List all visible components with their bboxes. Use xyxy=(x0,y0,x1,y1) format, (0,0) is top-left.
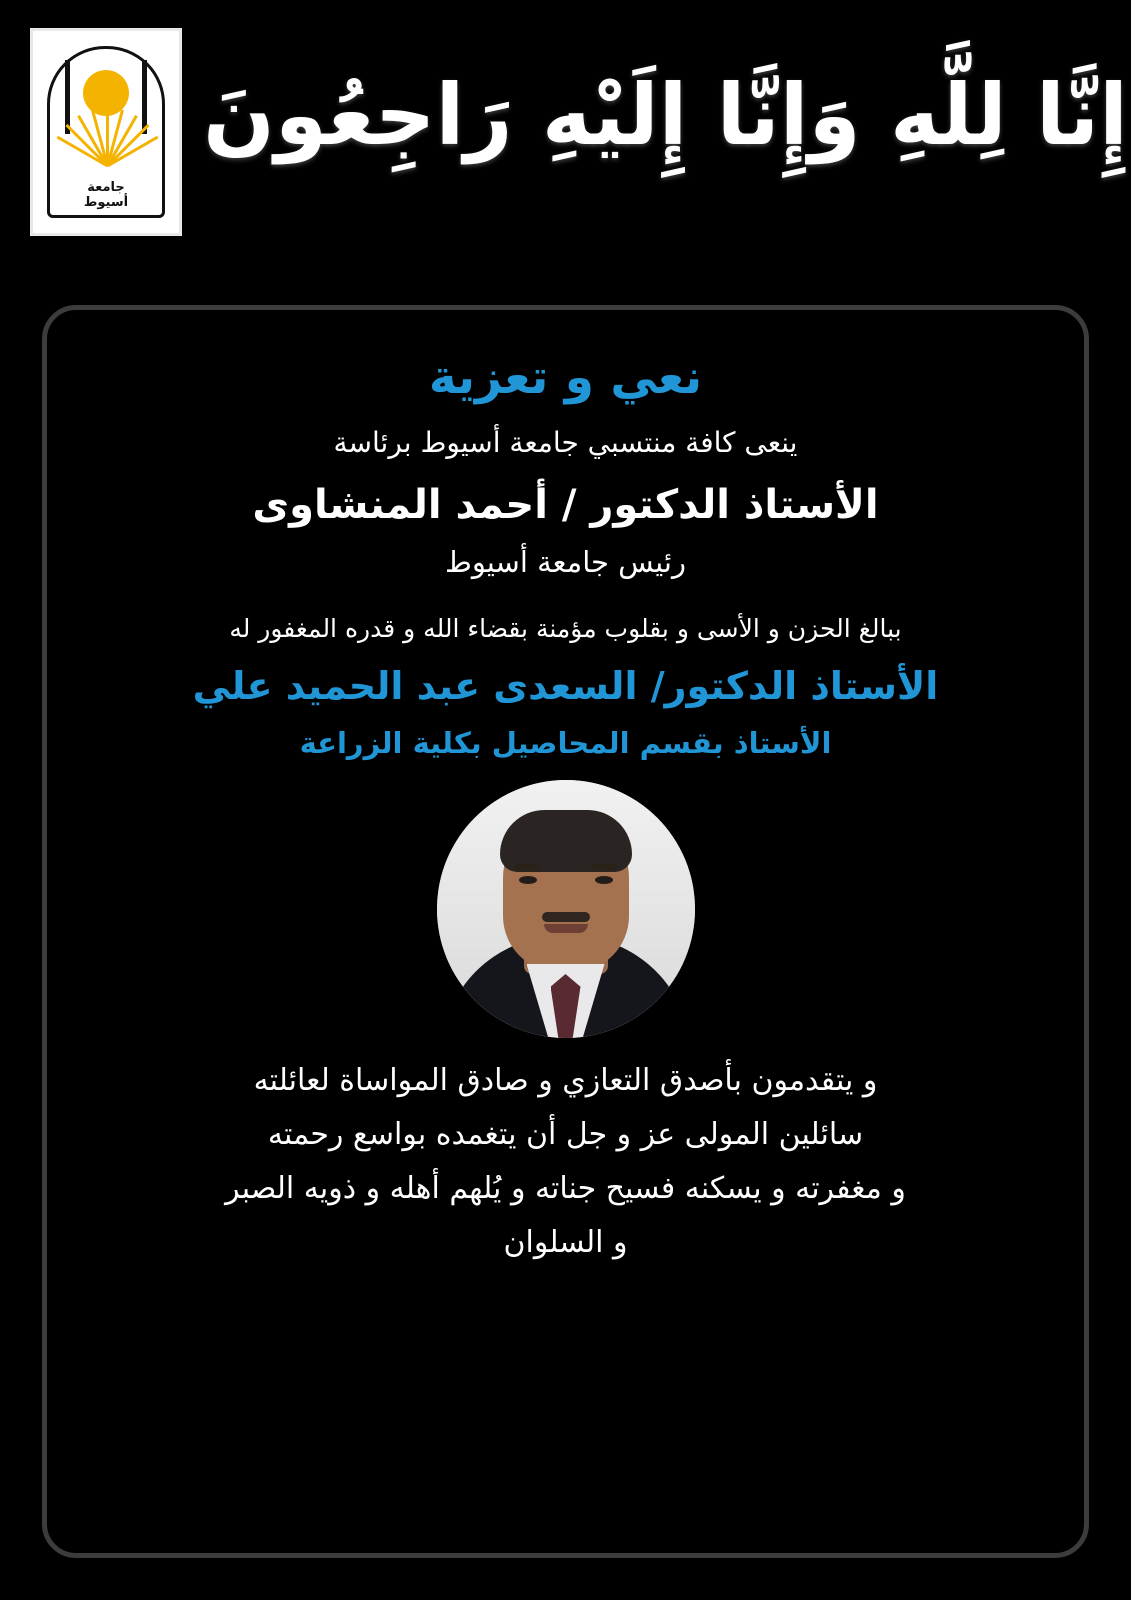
deceased-portrait xyxy=(437,780,695,1038)
logo-caption-line2: أسيوط xyxy=(83,195,129,210)
portrait-eye-right xyxy=(595,876,613,884)
logo-rays-icon xyxy=(58,104,154,166)
portrait-brow-right xyxy=(591,864,617,871)
closing-line: و السلوان xyxy=(503,1225,628,1260)
portrait-brow-left xyxy=(515,864,541,871)
assiut-university-logo xyxy=(30,28,182,236)
deceased-name: الأستاذ الدكتور/ السعدى عبد الحميد علي xyxy=(192,664,939,708)
president-role: رئيس جامعة أسيوط xyxy=(445,545,686,579)
portrait-eye-left xyxy=(519,876,537,884)
portrait-container xyxy=(93,780,1038,1038)
portrait-mouth xyxy=(544,924,588,933)
condolence-statement: ببالغ الحزن و الأسى و بقلوب مؤمنة بقضاء الله و قدره المغفور له xyxy=(229,614,902,643)
intro-text: ينعى كافة منتسبي جامعة أسيوط برئاسة xyxy=(333,426,798,459)
page-title: نعي و تعزية xyxy=(428,350,703,405)
obituary-card xyxy=(42,305,1089,1558)
poster-header xyxy=(0,0,1131,270)
closing-line: و مغفرته و يسكنه فسيح جناته و يُلهم أهله و ذويه الصبر xyxy=(225,1171,906,1206)
logo-graphic xyxy=(47,46,165,218)
portrait-moustache xyxy=(542,912,590,922)
closing-line: و يتقدمون بأصدق التعازي و صادق المواساة لعائلته xyxy=(253,1063,878,1098)
president-name: الأستاذ الدكتور / أحمد المنشاوى xyxy=(252,482,879,528)
logo-caption xyxy=(47,180,165,210)
deceased-role: الأستاذ بقسم المحاصيل بكلية الزراعة xyxy=(299,726,832,760)
quranic-verse: إِنَّا لِلَّهِ وَإِنَّا إِلَيْهِ رَاجِعُونَ xyxy=(203,66,1128,164)
closing-text xyxy=(101,1054,1030,1270)
closing-line: سائلين المولى عز و جل أن يتغمده بواسع رحمته xyxy=(267,1117,864,1152)
logo-caption-line1: جامعة xyxy=(87,180,125,195)
portrait-hair xyxy=(500,810,632,872)
